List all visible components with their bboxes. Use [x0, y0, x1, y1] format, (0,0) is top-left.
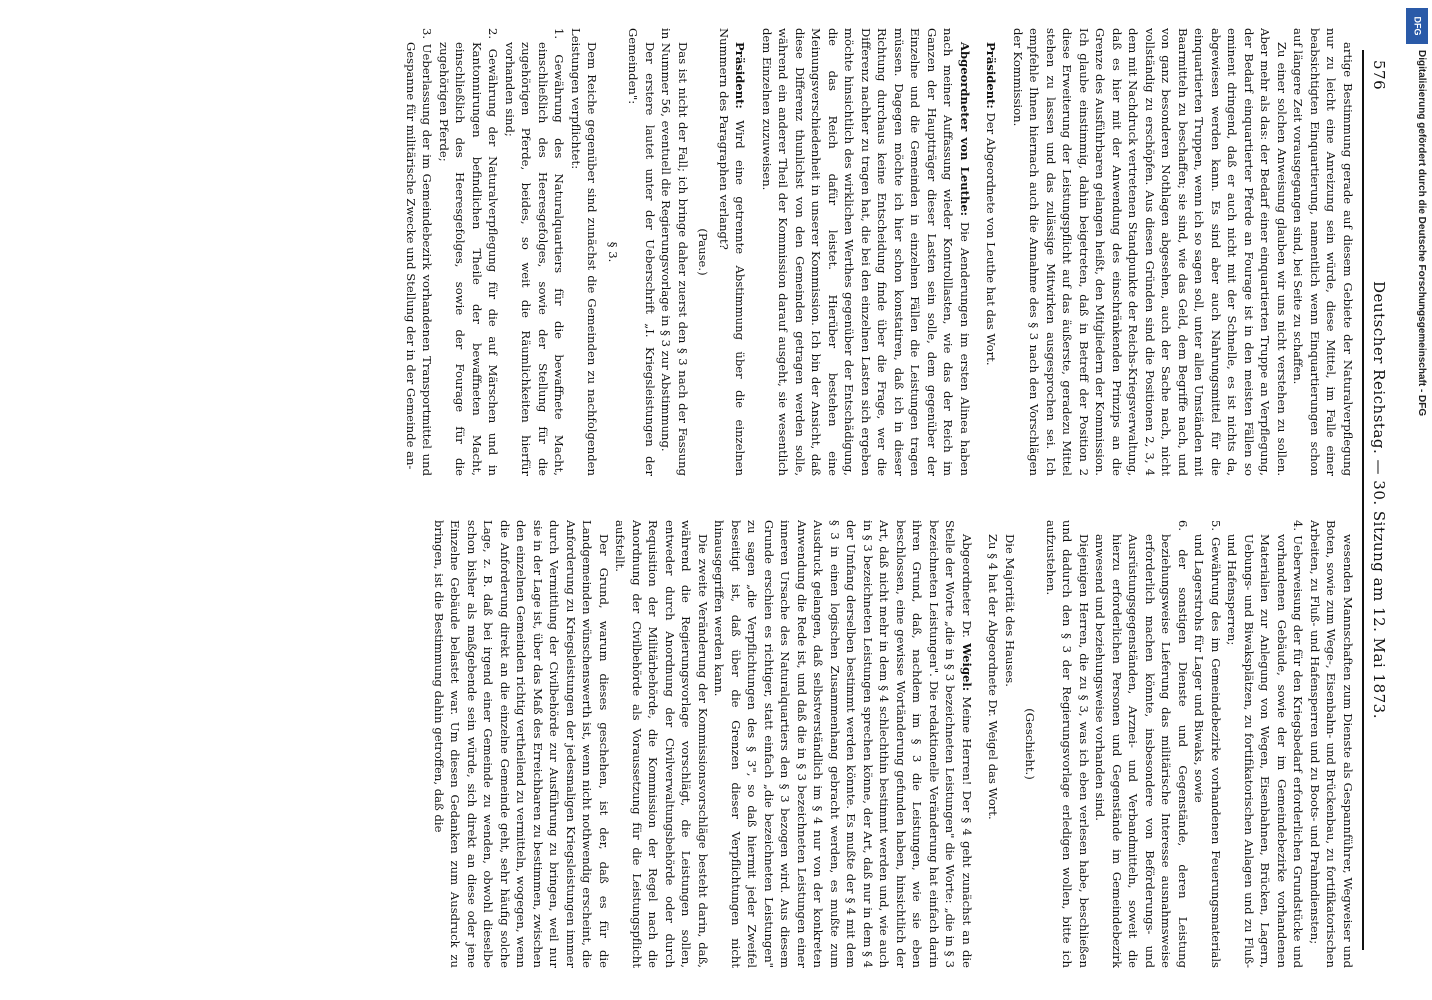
paragraph: Diejenigen Herren, die zu § 3, was ich eben verlesen habe, beschließen und dadurch den § 3 der Regierungsvorlage erledigen wollen, bitte ich aufzustehen.	[1044, 520, 1091, 968]
list-item: 2. Gewährung der Naturalverpflegung für die auf Märschen und in Kantonnirungen befindlichen Theile der bewaffneten Macht, einschließlich des Heeresgefolges, sowie der Fourage für die zugehörigen Pferde;	[437, 28, 501, 476]
paragraph	[716, 28, 749, 476]
dfg-logo-icon	[1406, 8, 1428, 44]
page-number: 576	[1370, 60, 1388, 91]
paragraph: Der Grund, warum dieses geschehen, ist der, daß es für die Landgemeinden wünschenswerth ist, wenn nicht nothwendig erscheint, die Anforderung zu Kriegsleistungen der jedesmaligen Kriegsleistungen immer durch Vermittlung der Civilbehörde zur Ausführung zu bringen, weil nur sie in der Lage ist, über das Maß des Erreichbaren zu bestimmen, zwischen den einzelnen Gemeinden richtig vertheilend zu vermitteln, wogegen, wenn die Anforderung direkt an die einzelne Gemeinde geht, sehr häufig solche Lage, z. B. daß bei irgend einer Gemeinde zu wenden, obwohl dieselbe schon bisher als maßgebende sein würde, sich direkt an diese oder jene Einzelne Gebäude belastet war. Um diesen Gedanken zum Ausdruck zu bringen, ist die Bestimmung dahin getroffen, daß die	[432, 520, 611, 968]
paragraph-text: Die Aenderungen im ersten Alinea haben nach meiner Auffassung wieder Kontrolllasten, wie das der Reich im Ganzen der Hauptträger dieser Lasten sein solle, dem gegenüber der Einzelne und die Gemeinden in einzelnen Fällen die Leistungen tragen müssen. Dagegen möchte ich hier schon konstatiren, daß ich in dieser Richtung durchaus keine Entscheidung finde über die Frage, wer die Differenz nachher zu tragen hat, die bei den einzelnen Lasten sich ergeben möchte hinsichtlich des wirklichen Werthes gegenüber der Entschädigung, die das Reich dafür leistet. Hierüber bestehen eine Meinungsverschiedenheit in unserer Kommission. Ich bin der Ansicht, daß diese Differenz thunlichst von den Gemeinden getragen werden solle, während ein anderer Theil der Kommission darauf ausgeht, sie wesentlich dem Einzelnen zuzuweisen.	[760, 28, 972, 476]
paragraph: Zu einer solchen Anweisung glauben wir uns nicht verstehen zu sollen. Aber mehr als das: der Bedarf einer einquartierten Truppe an Verpflegung, der Bedarf einquartierter Pferde an Fourage ist in den meisten Fällen so eminent dringend, daß er auch nicht mit der Schnelle, es ist nichts da, abgewiesen werden kann. Es sind aber auch Nahrungsmittel für die einquartierten Truppen, wenn ich so sagen soll, unter allen Umständen mit Baarmitteln zu beschaffen; sie sind, wie das Geld, dem Begriffe nach, und von ganz besonderen Nothlagen abgesehen, auch der Sache nach, nicht vollständig zu erschöpfen. Aus diesen Gründen sind die Positionen 2, 3, 4 dem mit Nachdruck vertretenen Standpunkte der Reichs-Kriegsverwaltung, daß es hier mit der Anwendung des einschränkenden Prinzips an die Grenze des Ausführbaren gelangen heißt, den Mitgliedern der Kommission. Ich glaube einstimmig, dahin beigetreten, daß in Betreff der Position 2 diese Erweiterung der Leistungspflicht auf das äußerste, geradezu Mittel stehen zu lassen und das zulässige Mitwirken ausgesprochen sei. Ich empfehle Ihnen hiernach auch die Annahme des § 3 nach den Vorschlägen der Kommission.	[1011, 28, 1289, 476]
paragraph-text: Wird eine getrennte Abstimmung über die einzelnen Nummern des Paragraphen verlangt?	[717, 28, 748, 476]
paragraph	[983, 28, 1000, 476]
paragraph-text: Meine Herren! Der § 4 geht zunächst an die Stelle der Worte „die in § 3 bezeichneten Leistungen" die Worte: „die in § 3 bezeichneten Leistungen". Die redaktionelle Veränderung hat einfach darin ihren Grund, daß, nachdem im § 3 die Leistungen, wie sie eben beschlossen, eine gewisse Wortänderung gefunden haben, hinsichtlich der Art, daß nicht mehr in dem § 4 schlechthin bestimmt werden und, wie auch in § 3 bezeichneten Leistungen sprechen könne, der Art, daß nur in dem § 4 der Umfang derselben bestimmt werden könnte. Es mußte der § 4 mit dem § 3 in einen logischen Zusammenhang gebracht werden, es mußte zum Ausdruck gelangen, daß selbstverständlich im § 4 nur von der konkreten Anwendung die Rede ist, und daß die in § 3 bezeichneten Leistungen einer inneren Ursache des Naturalquartiers den § 3 bezogen wird. Aus diesem Grunde erschien es richtiger, statt einfach „die bezeichneten Leistungen" zu sagen „die Verpflichtungen des § 3", so daß hiermit jeder Zweifel beseitigt ist, daß über die Grenzen dieser Verpflichtungen nicht hinausgegriffen werden kann.	[712, 520, 974, 968]
paragraph: Das ist nicht der Fall; ich bringe daher zuerst den § 3 nach der Fassung in Nummer 56, eventuell die Regierungsvorlage in § 3 zur Abstimmung.	[659, 28, 690, 476]
digitization-sidebar	[1402, 0, 1432, 1000]
list-item: 1. Gewährung des Naturalquartiers für die bewaffnete Macht, einschließlich des Heeresgefolges, sowie der Stellung für die zugehörigen Pferde, beides, so weit die Räumlichkeiten hierfür vorhanden sind;	[503, 28, 567, 476]
paragraph: wesenden Mannschaften zum Dienste als Gespannführer, Wegweiser und Boten, sowie zum Wege-, Eisenbahn- und Brückenbau, zu fortifikatorischen Arbeiten, zu Fluß- und Hafensperren und zu Boots- und Prahmdiensten;	[1308, 520, 1355, 968]
right-column	[66, 520, 1356, 968]
running-title: Deutscher Reichstag. — 30. Sitzung am 12. Mai 1873.	[1370, 281, 1388, 719]
list-item: 4. Ueberweisung der für den Kriegsbedarf erforderlichen Grundstücke und vorhandenen Gebäude, sowie der im Gemeindebezirke vorhandenen Materialien zur Anlegung von Wegen, Eisenbahnen, Brücken, Lagern, Uebungs- und Biwaksplätzen, zu fortifikatorischen Anlagen und zu Fluß- und Hafensperren;	[1225, 520, 1306, 968]
section-heading: § 3.	[606, 241, 620, 263]
paragraph: Zu § 4 hat der Abgeordnete Dr. Weigel das Wort.	[986, 534, 1001, 820]
speaker-label: Abgeordneter von Leuthe:	[958, 42, 972, 217]
speaker-label: Präsident:	[984, 42, 999, 109]
paragraph-text: Der Abgeordnete von Leuthe hat das Wort.	[984, 112, 999, 366]
stage-direction: (Pause.)	[696, 228, 711, 276]
speaker-prefix: Abgeordneter Dr.	[960, 534, 974, 638]
speaker-label: Präsident:	[733, 42, 748, 109]
speaker-label: Weigel:	[960, 643, 974, 692]
stage-direction: (Geschieht.)	[1023, 708, 1038, 780]
logo-text: DFG	[1412, 16, 1422, 36]
list-item: 6. der sonstigen Dienste und Gegenstände, deren Leistung beziehungsweise Lieferung das militärische Interesse ausnahmsweise erforderlich machen könnte, insbesondere von Beförderungs- und Ausrüstungsgegenständen, Arznei- und Verbandmitteln, soweit die hierzu erforderlichen Personen und Gegenstände im Gemeindebezirk anwesend und beziehungsweise vorhanden sind.	[1093, 520, 1190, 968]
page-header	[1362, 30, 1396, 970]
left-column	[66, 28, 1356, 476]
funding-note: Digitalisierung gefördert durch die Deutsche Forschungsgemeinschaft - DFG	[1416, 50, 1427, 417]
list-item: 3. Ueberlassung der im Gemeindebezirk vorhandenen Transportmittel und Gespanne für militärische Zwecke und Stellung der in der Gemeinde an-	[404, 28, 435, 476]
paragraph	[711, 520, 975, 968]
paragraph: Die zweite Veränderung der Kommissionsvorschläge besteht darin, daß, während die Regierungsvorlage vorschlägt, die Leistungen sollen, entweder durch Anordnung der Civilverwaltungsbehörde oder durch Requisition der Militärbehörde, die Kommission der Regel nach die Anordnung der Civilbehörde als Voraussetzung für die Leistungspflicht aufstellt.	[613, 520, 710, 968]
paragraph: artige Bestimmung gerade auf diesem Gebiete der Naturalverpflegung nur zu leicht eine Anreizung sein würde, diese Mittel, im Falle einer beabsichtigten Einquartierung, namentlich wenn Einquartierungen schon auf längere Zeit vorausgegangen sind, bei Seite zu schaffen.	[1291, 28, 1355, 476]
paragraph: Die Majorität des Hauses.	[1003, 534, 1017, 687]
paragraph	[759, 28, 974, 476]
list-item: 5. Gewährung des im Gemeindebezirke vorhandenen Feuerungsmaterials und Lagerstrohs für Lager und Biwaks, sowie	[1192, 520, 1223, 968]
paragraph: Der erstere lautet unter der Ueberschrift „I. Kriegsleistungen der Gemeinden":	[626, 28, 657, 476]
paragraph: Dem Reiche gegenüber sind zunächst die Gemeinden zu nachfolgenden Leistungen verpflichtet:	[569, 28, 600, 476]
header-rule	[1362, 50, 1364, 950]
